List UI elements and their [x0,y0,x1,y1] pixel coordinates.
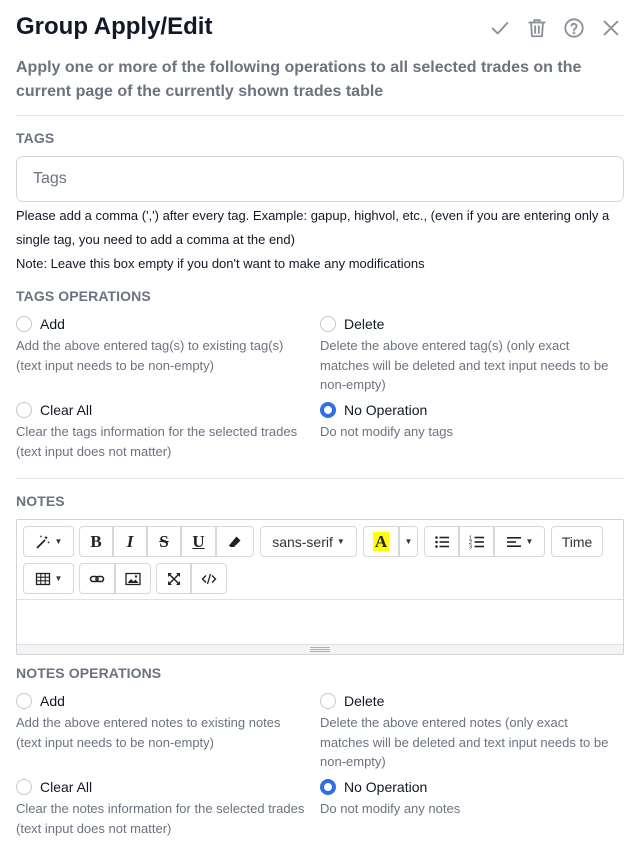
svg-text:2: 2 [468,539,472,546]
tags-op-delete [320,314,616,395]
strikethrough-button[interactable] [147,526,181,557]
table-icon [35,571,51,587]
color-dropdown-button[interactable] [399,526,418,557]
code-view-button[interactable] [191,563,227,594]
image-icon [125,571,141,587]
help-icon[interactable] [560,14,587,41]
tags-op-delete-radio-row[interactable] [320,314,616,334]
notes-op-delete-radio-row[interactable] [320,691,616,711]
insert-time-button[interactable] [551,526,603,557]
svg-text:1: 1 [468,535,472,541]
tags-op-clear-all-radio[interactable] [16,402,32,418]
chevron-down-icon: ▼ [54,537,63,546]
highlight-color-button[interactable] [363,526,399,557]
tags-help-text: Please add a comma (',') after every tag. Example: gapup, highvol, etc., (even if you are entering only a single tag, you need to add a comma at the end) [16,208,610,247]
notes-op-clear-all-radio-row[interactable] [16,777,306,797]
bullet-list-icon [434,534,450,550]
header-actions [486,14,624,41]
fullscreen-button[interactable] [156,563,191,594]
bullet-list-button[interactable] [424,526,459,557]
style-dropdown-button[interactable] [23,526,74,557]
radio-label: Clear All [40,779,93,795]
code-icon [201,571,217,587]
radio-label: No Operation [344,402,428,418]
text-color-icon: A [374,532,388,551]
chevron-down-icon: ▼ [336,537,345,546]
editor-resize-handle[interactable] [17,644,623,654]
notes-op-no-operation-radio-row[interactable] [320,777,616,797]
tags-op-add [16,314,308,375]
font-family-dropdown[interactable] [260,526,357,557]
magic-wand-icon [35,534,51,550]
tags-section-label: TAGS [16,130,55,146]
close-icon[interactable] [597,14,624,41]
radio-description: Do not modify any tags [320,424,453,439]
radio-label: Clear All [40,402,93,418]
radio-label: Add [40,316,65,332]
tags-op-clear-all-radio-row[interactable] [16,400,316,420]
numbered-list-icon [469,534,485,550]
bold-icon: B [90,531,102,551]
notes-op-clear-all [16,777,306,838]
notes-editor [16,519,624,655]
tags-op-add-radio[interactable] [16,316,32,332]
dialog-title: Group Apply/Edit [16,13,213,40]
font-family-value: sans-serif [272,533,333,550]
notes-op-add-radio[interactable] [16,693,32,709]
tags-op-clear-all [16,400,316,461]
align-left-icon [506,534,522,550]
chevron-down-icon: ▼ [404,537,413,546]
dialog-subtitle: Apply one or more of the following operations to all selected trades on the current page of the currently shown trades table [16,59,582,100]
expand-icon [166,571,182,587]
paragraph-align-dropdown[interactable] [494,526,545,557]
notes-editable-area[interactable] [17,600,623,644]
radio-description: Delete the above entered tag(s) (only exact matches will be deleted and text input needs to be non-empty) [320,338,609,392]
link-icon [89,571,105,587]
notes-op-no-operation [320,777,616,819]
divider [16,478,624,479]
strikethrough-icon: S [159,531,169,551]
notes-op-delete [320,691,616,772]
radio-description: Clear the tags information for the selected trades (text input does not matter) [16,424,298,459]
tags-op-add-radio-row[interactable] [16,314,308,334]
notes-op-clear-all-radio[interactable] [16,779,32,795]
dialog-header [16,10,624,44]
tags-operations-label: TAGS OPERATIONS [16,288,151,304]
radio-label: Delete [344,316,385,332]
radio-label: Delete [344,693,385,709]
tags-op-no-operation [320,400,616,442]
notes-section-label: NOTES [16,493,65,509]
radio-description: Add the above entered notes to existing notes (text input needs to be non-empty) [16,715,281,750]
notes-operations-label: NOTES OPERATIONS [16,665,162,681]
editor-toolbar [17,520,623,600]
numbered-list-button[interactable] [459,526,494,557]
radio-label: No Operation [344,779,428,795]
trash-icon[interactable] [523,14,550,41]
table-dropdown-button[interactable] [23,563,74,594]
radio-description: Clear the notes information for the selected trades (text input does not matter) [16,801,305,836]
chevron-down-icon: ▼ [54,574,63,583]
tags-op-no-operation-radio[interactable] [320,402,336,418]
insert-link-button[interactable] [79,563,115,594]
tags-op-delete-radio[interactable] [320,316,336,332]
radio-description: Do not modify any notes [320,801,461,816]
radio-description: Add the above entered tag(s) to existing tag(s) (text input needs to be non-empty) [16,338,284,373]
notes-op-no-operation-radio[interactable] [320,779,336,795]
notes-op-delete-radio[interactable] [320,693,336,709]
tags-input[interactable] [16,156,624,202]
notes-op-add-radio-row[interactable] [16,691,308,711]
tags-op-no-operation-radio-row[interactable] [320,400,616,420]
time-button-label: Time [561,533,593,550]
tags-note-text: Note: Leave this box empty if you don't want to make any modifications [16,256,425,271]
check-icon[interactable] [486,14,513,41]
underline-icon: U [192,531,205,551]
clear-format-button[interactable] [216,526,254,557]
chevron-down-icon: ▼ [525,537,534,546]
notes-op-add [16,691,308,752]
italic-icon: I [126,531,134,551]
insert-image-button[interactable] [115,563,151,594]
italic-button[interactable] [113,526,147,557]
radio-label: Add [40,693,65,709]
underline-button[interactable] [181,526,216,557]
eraser-icon [227,534,243,550]
grip-icon [310,647,330,652]
svg-text:3: 3 [468,544,472,550]
bold-button[interactable] [79,526,113,557]
radio-description: Delete the above entered notes (only exact matches will be deleted and text input needs to be non-empty) [320,715,609,769]
divider [16,115,624,116]
